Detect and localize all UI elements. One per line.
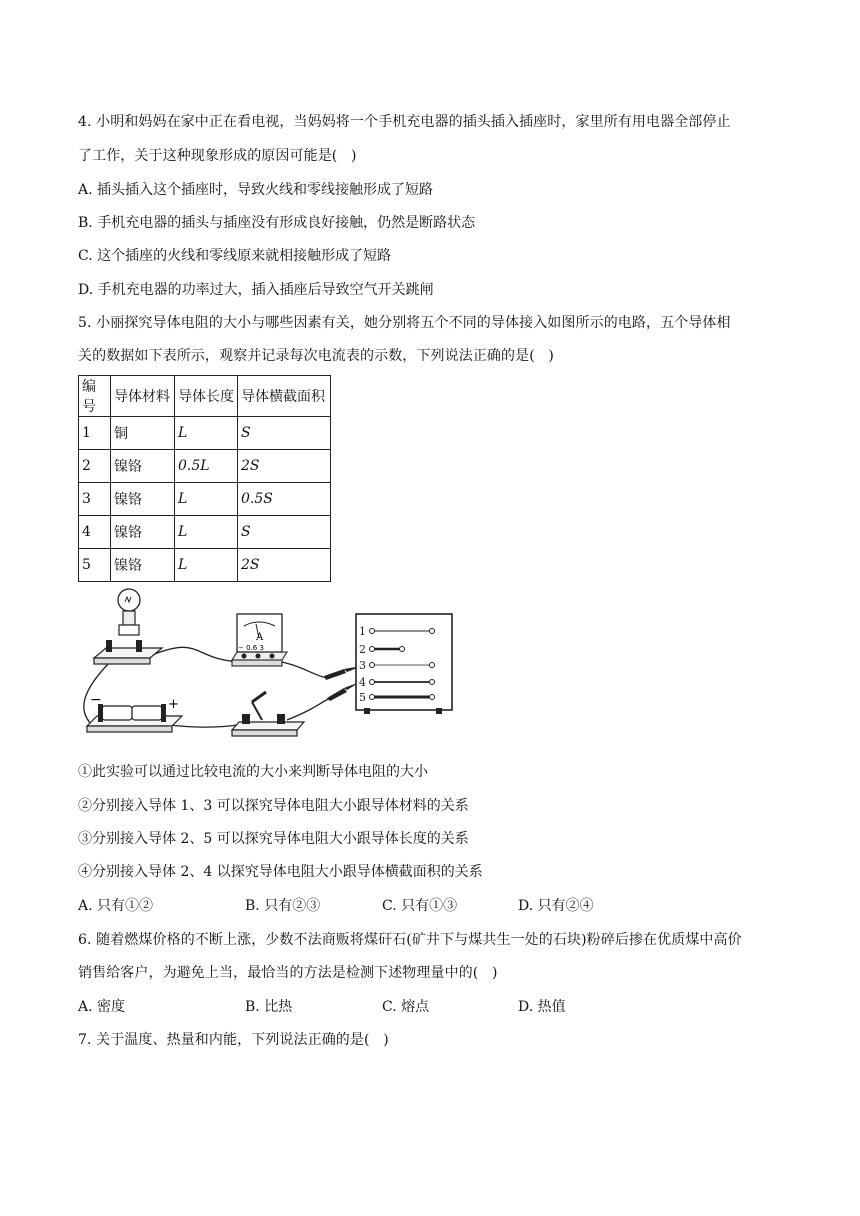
conductor-table <box>78 375 331 582</box>
table-cell: 0.5L <box>175 450 238 483</box>
table-cell: 2 <box>79 450 111 483</box>
table-row <box>79 516 331 549</box>
wire-switch-clip <box>287 698 330 720</box>
table-row <box>79 450 331 483</box>
q4-option-a: A. 插头插入这个插座时，导致火线和零线接触形成了短路 <box>78 182 434 198</box>
table-header-cell: 导体长度 <box>175 376 238 417</box>
table-cell: 2S <box>238 450 331 483</box>
table-cell: 1 <box>79 417 111 450</box>
clip-lower <box>327 682 360 701</box>
ammeter-label: A <box>256 632 264 643</box>
table-cell: 0.5S <box>238 483 331 516</box>
table-cell: 4 <box>79 516 111 549</box>
battery-holder <box>87 692 182 732</box>
ammeter <box>232 614 287 666</box>
table-cell: 2S <box>238 549 331 582</box>
q7-stem-line1: 7. 关于温度、热量和内能，下列说法正确的是( ) <box>78 1032 389 1048</box>
table-cell: 镍铬 <box>111 483 175 516</box>
battery-plus-label: + <box>168 697 179 712</box>
q6-option-c: C. 熔点 <box>382 999 430 1015</box>
q5-stem-line2: 关的数据如下表所示，观察并记录每次电流表的示数，下列说法正确的是( ) <box>78 348 554 364</box>
q5-statement-3: ③分别接入导体 2、5 可以探究导体电阻大小跟导体长度的关系 <box>78 831 469 847</box>
table-cell: L <box>175 549 238 582</box>
table-cell: L <box>175 516 238 549</box>
q4-option-c: C. 这个插座的火线和零线原来就相接触形成了短路 <box>78 248 392 264</box>
table-cell: L <box>175 417 238 450</box>
q6-stem-line2: 销售给客户，为避免上当，最恰当的方法是检测下述物理量中的( ) <box>78 965 498 981</box>
table-cell: 镍铬 <box>111 549 175 582</box>
q5-option-d: D. 只有②④ <box>518 898 594 914</box>
q4-option-d: D. 手机充电器的功率过大，插入插座后导致空气开关跳闸 <box>78 282 434 298</box>
table-header-cell: 导体材料 <box>111 376 175 417</box>
board-number-1: 1 <box>359 625 366 638</box>
conductor-board <box>356 614 452 714</box>
table-cell: 镍铬 <box>111 450 175 483</box>
board-number-4: 4 <box>359 676 366 689</box>
circuit-diagram <box>72 580 472 745</box>
q5-statement-2: ②分别接入导体 1、3 可以探究导体电阻大小跟导体材料的关系 <box>78 798 469 814</box>
table-row <box>79 417 331 450</box>
table-cell: S <box>238 417 331 450</box>
table-cell: 5 <box>79 549 111 582</box>
board-number-5: 5 <box>359 691 366 704</box>
q5-options <box>78 896 778 916</box>
q5-statement-4: ④分别接入导体 2、4 以探究导体电阻大小跟导体横截面积的关系 <box>78 864 483 880</box>
bulb-icon <box>118 589 140 611</box>
table-cell: 铜 <box>111 417 175 450</box>
table-cell: 镍铬 <box>111 516 175 549</box>
table-row <box>79 549 331 582</box>
table-header-row <box>79 376 331 417</box>
q5-stem-line1: 5. 小丽探究导体电阻的大小与哪些因素有关，她分别将五个不同的导体接入如图所示的电路，五个导体相 <box>78 315 731 331</box>
q6-option-d: D. 热值 <box>518 999 566 1015</box>
ammeter-scale: − 0.6 3 <box>238 644 264 652</box>
q6-stem-line1: 6. 随着燃煤价格的不断上涨，少数不法商贩将煤矸石(矿井下与煤共生一处的石块)粉碎后掺在优质煤中高价 <box>78 932 742 948</box>
table-header-cell: 导体横截面积 <box>238 376 331 417</box>
table-row <box>79 483 331 516</box>
q4-stem-line2: 了工作，关于这种现象形成的原因可能是( ) <box>78 148 357 164</box>
switch-assembly <box>232 692 304 736</box>
board-number-2: 2 <box>359 643 366 656</box>
q5-statement-1: ①此实验可以通过比较电流的大小来判断导体电阻的大小 <box>78 764 428 780</box>
q6-option-a: A. 密度 <box>78 999 126 1015</box>
board-number-3: 3 <box>359 659 366 672</box>
table-cell: 3 <box>79 483 111 516</box>
battery-minus-label: − <box>90 692 102 708</box>
q4-stem-line1: 4. 小明和妈妈在家中正在看电视，当妈妈将一个手机充电器的插头插入插座时，家里所有用电器全部停止 <box>78 114 731 130</box>
table-cell: L <box>175 483 238 516</box>
q5-option-b: B. 只有②③ <box>245 898 321 914</box>
q6-options <box>78 997 778 1017</box>
table-header-cell: 编号 <box>79 376 111 417</box>
q6-option-b: B. 比热 <box>245 999 293 1015</box>
table-cell: S <box>238 516 331 549</box>
q5-option-a: A. 只有①② <box>78 898 154 914</box>
q5-option-c: C. 只有①③ <box>382 898 458 914</box>
wire-lamp-ammeter <box>152 647 242 662</box>
lamp-assembly <box>94 589 162 664</box>
q4-option-b: B. 手机充电器的插头与插座没有形成良好接触，仍然是断路状态 <box>78 215 476 231</box>
